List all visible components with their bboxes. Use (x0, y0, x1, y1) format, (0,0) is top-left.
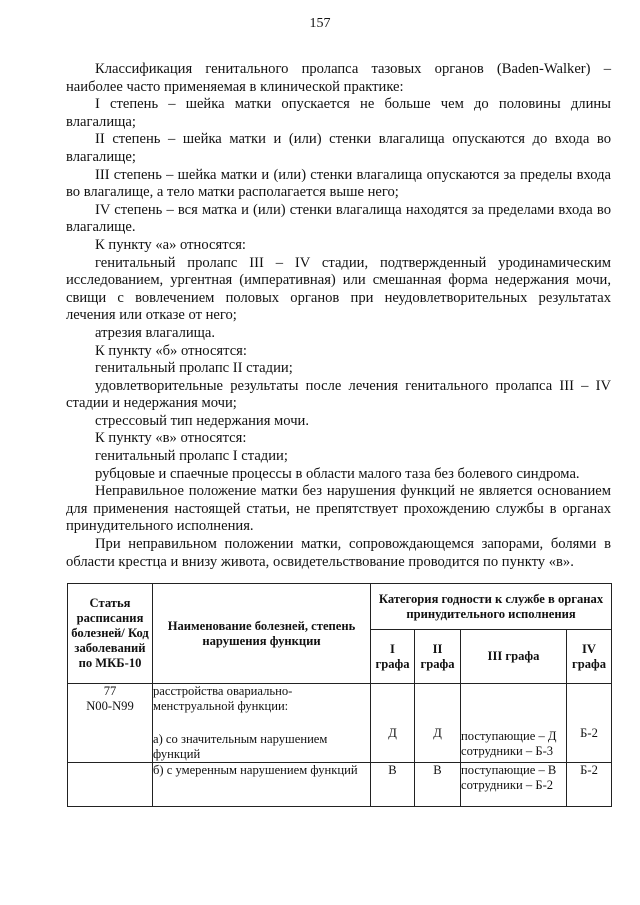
header-article-code: Статья расписания болезней/ Код заболеваний по МКБ-10 (68, 584, 153, 684)
paragraph-point-b-item-2: удовлетворительные результаты после лечения генитального пролапса III – IV стадии и недержания мочи; (66, 377, 611, 412)
disease-cell (153, 763, 371, 807)
disease-item-a: а) со значительным нарушением функций (153, 732, 328, 761)
paragraph-point-b-item-3: стрессовый тип недержания мочи. (95, 412, 310, 429)
paragraph-degree-2: II степень – шейка матки и (или) стенки влагалища опускаются до входа во влагалище; (66, 131, 611, 165)
column-1-cell (371, 763, 415, 807)
header-column-1: I графа (371, 630, 415, 684)
header-disease-name: Наименование болезней, степень нарушения функции (153, 584, 371, 684)
header-column-4: IV графа (567, 630, 612, 684)
disease-cell (153, 684, 371, 763)
article-cell-empty (68, 763, 153, 807)
column-2-cell (415, 684, 461, 763)
column-2-cell (415, 763, 461, 807)
paragraph-degree-3: III степень – шейка матки и (или) стенки влагалища опускаются за пределы входа во влагалище, а тело матки располагается выше него; (66, 166, 611, 201)
category-employees: сотрудники – Б-3 (461, 744, 554, 758)
header-fitness-category: Категория годности к службе в органах принудительного исполнения (371, 584, 612, 630)
category-value: Д (433, 726, 442, 740)
category-value: Б-2 (580, 726, 598, 740)
article-number: 77 (103, 684, 117, 698)
header-column-3: III графа (461, 630, 567, 684)
paragraph-point-v-item-1: генитальный пролапс I стадии; (95, 448, 288, 465)
paragraph-uterus-position-pain: При неправильном положении матки, сопровождающемся запорами, болями в области крестца и внизу живота, освидетельствование проводится по пункту «в». (66, 536, 611, 570)
paragraph-point-a-heading: К пункту «а» относятся: (95, 236, 246, 253)
article-code: N00-N99 (86, 699, 134, 713)
category-value: Б-2 (580, 763, 598, 777)
document-body (66, 61, 611, 571)
table-row (68, 684, 612, 763)
paragraph-point-a-item-1: генитальный пролапс III – IV стадии, подтвержденный уродинамическим исследованием, ургентная (императивная) или смешанная форма недержания мочи, свищи с вовлечением половых органов при неудовлетворительных результатах лечения или отказе от него; (66, 254, 611, 324)
category-employees: сотрудники – Б-2 (461, 778, 554, 792)
page-number: 157 (309, 16, 331, 31)
table-row (68, 763, 612, 807)
fitness-category-table (67, 583, 612, 807)
paragraph-point-v-item-2: рубцовые и спаечные процессы в области малого таза без болевого синдрома. (95, 465, 580, 482)
column-3-cell (461, 763, 567, 807)
paragraph-point-v-heading: К пункту «в» относятся: (95, 430, 247, 447)
column-4-cell (567, 684, 612, 763)
category-value: В (388, 763, 397, 777)
paragraph-degree-1: I степень – шейка матки опускается не больше чем до половины длины влагалища; (66, 96, 611, 130)
category-value: В (433, 763, 442, 777)
disease-item-b: б) с умеренным нарушением функций (153, 763, 358, 777)
category-value: Д (388, 726, 397, 740)
paragraph-point-b-heading: К пункту «б» относятся: (95, 342, 247, 359)
paragraph-point-b-item-1: генитальный пролапс II стадии; (95, 360, 293, 377)
category-applicants: поступающие – Д (461, 729, 557, 743)
paragraph-uterus-position: Неправильное положение матки без нарушения функций не является основанием для применения настоящей статьи, не препятствует прохождению службы в органах принудительного исполнения. (66, 483, 611, 535)
paragraph-point-a-item-2: атрезия влагалища. (95, 324, 216, 341)
column-3-cell (461, 684, 567, 763)
column-4-cell (567, 763, 612, 807)
column-1-cell (371, 684, 415, 763)
article-cell (68, 684, 153, 763)
header-column-2: II графа (415, 630, 461, 684)
category-applicants: поступающие – В (461, 763, 557, 777)
disease-group-intro: расстройства овариально-менструальной функции: (153, 684, 293, 713)
paragraph-degree-4: IV степень – вся матка и (или) стенки влагалища находятся за пределами входа во влагалище. (66, 201, 611, 236)
paragraph-classification: Классификация генитального пролапса тазовых органов (Baden-Walker) – наиболее часто применяемая в клинической практике: (66, 61, 611, 95)
